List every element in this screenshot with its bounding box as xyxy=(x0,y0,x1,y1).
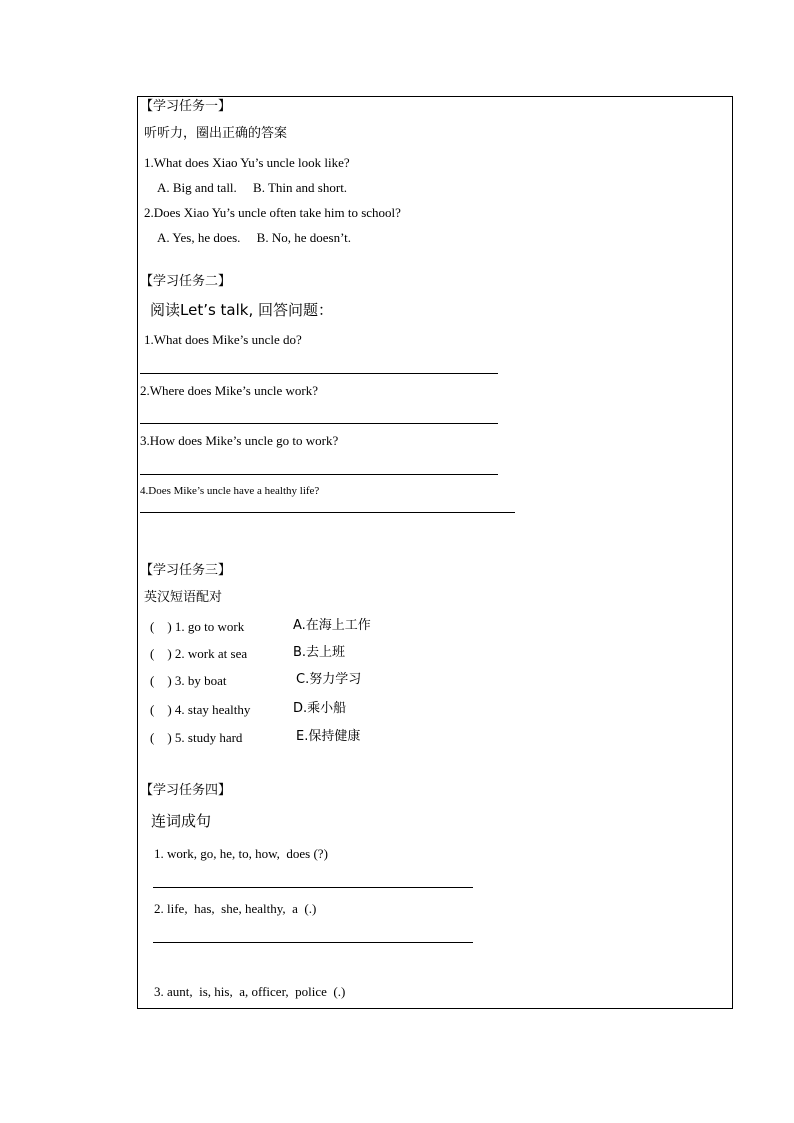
task2-question-3: 3.How does Mike’s uncle go to work? xyxy=(140,433,339,448)
task1-heading: 【学习任务一】 xyxy=(140,99,232,114)
task4-instruction: 连词成句 xyxy=(151,812,212,830)
task2-heading: 【学习任务二】 xyxy=(140,274,232,289)
answer-line-1[interactable] xyxy=(140,373,498,374)
task2-instruction: 阅读Let’s talk, 回答问题： xyxy=(150,301,334,319)
task1-instruction: 听听力，圈出正确的答案 xyxy=(144,126,288,141)
task1-question-2-options: A. Yes, he does. B. No, he doesn’t. xyxy=(157,230,352,245)
match-item-4-chinese: D.乘小船 xyxy=(293,701,347,716)
answer-line-2[interactable] xyxy=(140,423,498,424)
task2-question-1: 1.What does Mike’s uncle do? xyxy=(144,332,302,347)
task1-question-1: 1.What does Xiao Yu’s uncle look like? xyxy=(144,155,350,170)
answer-line-5[interactable] xyxy=(153,887,473,888)
task4-question-3: 3. aunt, is, his, a, officer, police (.) xyxy=(154,984,346,999)
task3-heading: 【学习任务三】 xyxy=(140,563,232,578)
answer-line-4[interactable] xyxy=(140,512,515,513)
match-item-3-english: ( ) 3. by boat xyxy=(150,673,227,688)
answer-line-3[interactable] xyxy=(140,474,498,475)
task2-question-4: 4.Does Mike’s uncle have a healthy life? xyxy=(140,485,320,497)
match-item-4-english: ( ) 4. stay healthy xyxy=(150,702,251,717)
match-item-5-english: ( ) 5. study hard xyxy=(150,730,243,745)
answer-line-6[interactable] xyxy=(153,942,473,943)
task2-question-2: 2.Where does Mike’s uncle work? xyxy=(140,383,318,398)
task1-question-2: 2.Does Xiao Yu’s uncle often take him to school? xyxy=(144,205,401,220)
match-item-1-english: ( ) 1. go to work xyxy=(150,619,245,634)
match-item-2-english: ( ) 2. work at sea xyxy=(150,646,248,661)
task3-instruction: 英汉短语配对 xyxy=(144,590,223,605)
match-item-3-chinese: C.努力学习 xyxy=(296,672,362,687)
task4-question-1: 1. work, go, he, to, how, does (?) xyxy=(154,846,328,861)
task4-question-2: 2. life, has, she, healthy, a (.) xyxy=(154,901,317,916)
task4-heading: 【学习任务四】 xyxy=(140,783,232,798)
match-item-2-chinese: B.去上班 xyxy=(293,645,346,660)
match-item-5-chinese: E.保持健康 xyxy=(296,729,361,744)
match-item-1-chinese: A.在海上工作 xyxy=(293,618,371,633)
task1-question-1-options: A. Big and tall. B. Thin and short. xyxy=(157,180,348,195)
